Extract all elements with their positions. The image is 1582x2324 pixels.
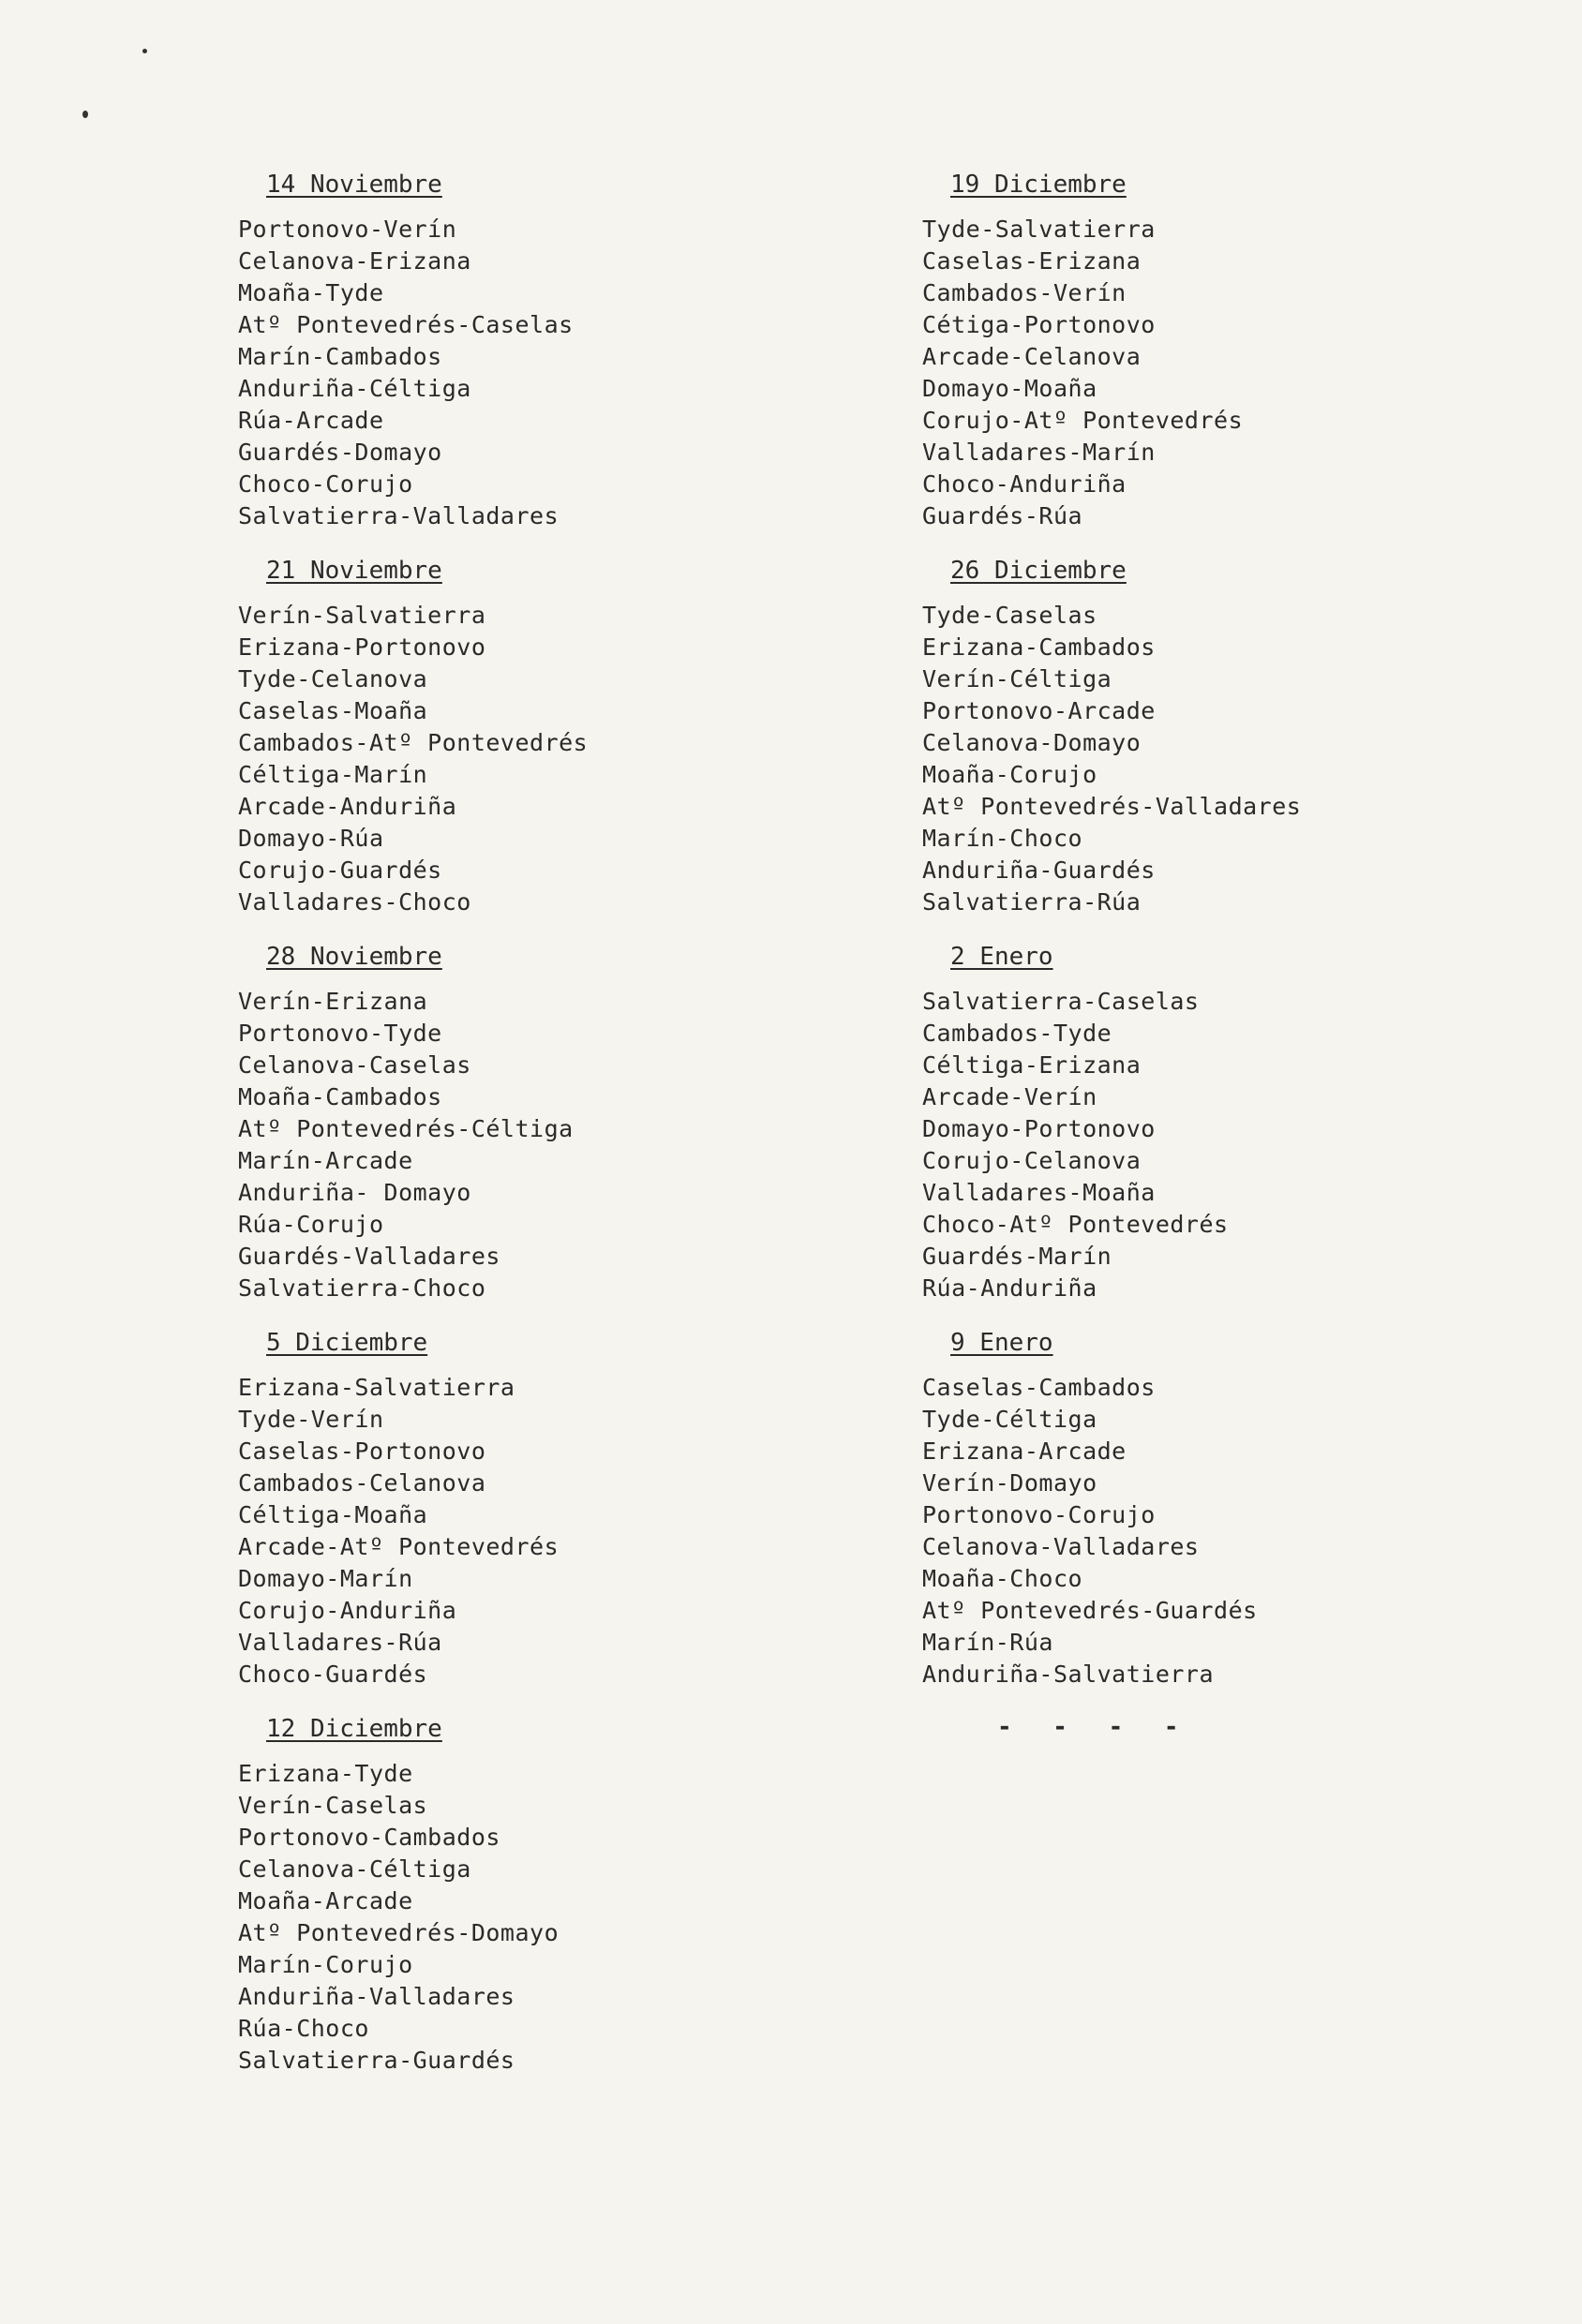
- fixture-line: Erizana-Portonovo: [238, 633, 486, 661]
- matchday-date: 12 Diciembre: [266, 1715, 442, 1743]
- fixture-line: Portonovo-Verín: [238, 216, 457, 243]
- matchday-block: [238, 169, 838, 532]
- end-of-list-mark: - - - -: [997, 1713, 1192, 1741]
- fixture-line: Anduriña- Domayo: [238, 1179, 471, 1206]
- fixture-line: Marín-Choco: [922, 825, 1083, 852]
- matchday-date: 21 Noviembre: [266, 557, 442, 585]
- fixture-line: Erizana-Arcade: [922, 1438, 1127, 1465]
- fixture-line: Marín-Rúa: [922, 1629, 1053, 1656]
- fixture-line: Salvatierra-Caselas: [922, 988, 1200, 1015]
- fixture-line: Guardés-Marín: [922, 1243, 1112, 1270]
- fixture-line: Caselas-Moaña: [238, 697, 428, 724]
- matchday-date: 2 Enero: [950, 943, 1053, 971]
- fixture-line: Celanova-Caselas: [238, 1051, 471, 1079]
- fixture-line: Erizana-Cambados: [922, 633, 1156, 661]
- fixture-line: Verín-Céltiga: [922, 665, 1112, 693]
- fixture-line: Valladares-Choco: [238, 888, 471, 916]
- fixture-line: Marín-Corujo: [238, 1951, 413, 1978]
- fixture-line: Verín-Caselas: [238, 1792, 428, 1819]
- fixture-line: Caselas-Portonovo: [238, 1438, 486, 1465]
- fixture-line: Rúa-Anduriña: [922, 1274, 1097, 1302]
- fixture-line: Guardés-Rúa: [922, 502, 1083, 529]
- fixture-line: Anduriña-Valladares: [238, 1983, 515, 2010]
- matchday-date: 14 Noviembre: [266, 171, 442, 199]
- matchday-block: [238, 1327, 838, 1691]
- matchday-date: 19 Diciembre: [950, 171, 1127, 199]
- right-column: [922, 169, 1522, 1741]
- fixture-line: Cambados-Verín: [922, 279, 1127, 306]
- fixture-line: Valladares-Moaña: [922, 1179, 1156, 1206]
- fixture-line: Portonovo-Tyde: [238, 1020, 442, 1047]
- fixture-line: Atº Pontevedrés-Caselas: [238, 311, 574, 338]
- fixture-line: Céltiga-Marín: [238, 761, 428, 788]
- fixture-line: Verín-Salvatierra: [238, 602, 486, 629]
- fixture-line: Anduriña-Salvatierra: [922, 1661, 1215, 1688]
- fixture-line: Verín-Domayo: [922, 1469, 1097, 1497]
- matchday-block: [922, 555, 1522, 918]
- fixture-line: Portonovo-Arcade: [922, 697, 1156, 724]
- fixture-line: Guardés-Domayo: [238, 439, 442, 466]
- fixture-line: Tyde-Salvatierra: [922, 216, 1156, 243]
- fixture-line: Guardés-Valladares: [238, 1243, 500, 1270]
- fixture-line: Arcade-Atº Pontevedrés: [238, 1533, 560, 1560]
- fixture-line: Marín-Arcade: [238, 1147, 413, 1174]
- matchday-block: [238, 941, 838, 1304]
- fixture-line: Celanova-Céltiga: [238, 1855, 471, 1883]
- fixture-line: Rúa-Corujo: [238, 1211, 384, 1238]
- fixture-line: Celanova-Valladares: [922, 1533, 1200, 1560]
- fixture-line: Salvatierra-Guardés: [238, 2047, 515, 2074]
- fixture-line: Céltiga-Moaña: [238, 1501, 428, 1528]
- paper-speck: [142, 49, 147, 53]
- fixture-line: Celanova-Erizana: [238, 247, 471, 275]
- left-column: [238, 169, 838, 2099]
- fixture-line: Cambados-Atº Pontevedrés: [238, 729, 589, 756]
- matchday-date: 5 Diciembre: [266, 1329, 428, 1357]
- fixture-line: Salvatierra-Choco: [238, 1274, 486, 1302]
- fixture-line: Atº Pontevedrés-Guardés: [922, 1597, 1258, 1624]
- fixture-line: Moaña-Choco: [922, 1565, 1083, 1592]
- fixture-line: Tyde-Celanova: [238, 665, 428, 693]
- fixture-line: Cétiga-Portonovo: [922, 311, 1156, 338]
- fixture-line: Arcade-Celanova: [922, 343, 1142, 370]
- fixture-line: Rúa-Choco: [238, 2015, 369, 2042]
- fixture-line: Atº Pontevedrés-Valladares: [922, 793, 1302, 820]
- fixture-line: Domayo-Portonovo: [922, 1115, 1156, 1142]
- fixture-line: Erizana-Salvatierra: [238, 1374, 515, 1401]
- fixture-line: Valladares-Rúa: [238, 1629, 442, 1656]
- fixture-line: Rúa-Arcade: [238, 407, 384, 434]
- matchday-block: [922, 1327, 1522, 1691]
- fixture-line: Choco-Corujo: [238, 470, 413, 498]
- fixture-line: Atº Pontevedrés-Domayo: [238, 1919, 560, 1946]
- fixture-line: Valladares-Marín: [922, 439, 1156, 466]
- fixture-line: Corujo-Celanova: [922, 1147, 1142, 1174]
- fixture-line: Choco-Anduriña: [922, 470, 1127, 498]
- fixture-line: Cambados-Tyde: [922, 1020, 1112, 1047]
- fixture-line: Anduriña-Guardés: [922, 857, 1156, 884]
- fixture-line: Corujo-Guardés: [238, 857, 442, 884]
- fixture-line: Choco-Atº Pontevedrés: [922, 1211, 1229, 1238]
- fixture-line: Domayo-Rúa: [238, 825, 384, 852]
- fixture-line: Arcade-Verín: [922, 1083, 1097, 1110]
- fixture-line: Céltiga-Erizana: [922, 1051, 1142, 1079]
- fixture-line: Salvatierra-Rúa: [922, 888, 1142, 916]
- matchday-block: [238, 555, 838, 918]
- fixture-line: Cambados-Celanova: [238, 1469, 486, 1497]
- fixture-line: Choco-Guardés: [238, 1661, 428, 1688]
- fixture-line: Anduriña-Céltiga: [238, 375, 471, 402]
- fixture-line: Verín-Erizana: [238, 988, 428, 1015]
- fixture-line: Domayo-Marín: [238, 1565, 413, 1592]
- fixture-line: Moaña-Corujo: [922, 761, 1097, 788]
- fixture-line: Salvatierra-Valladares: [238, 502, 560, 529]
- matchday-block: [922, 169, 1522, 532]
- fixture-line: Moaña-Tyde: [238, 279, 384, 306]
- fixture-line: Celanova-Domayo: [922, 729, 1142, 756]
- fixture-line: Tyde-Céltiga: [922, 1406, 1097, 1433]
- matchday-date: 9 Enero: [950, 1329, 1053, 1357]
- fixture-line: Caselas-Erizana: [922, 247, 1142, 275]
- paper-speck: [82, 111, 88, 118]
- fixture-line: Portonovo-Cambados: [238, 1824, 500, 1851]
- fixture-line: Portonovo-Corujo: [922, 1501, 1156, 1528]
- fixture-line: Caselas-Cambados: [922, 1374, 1156, 1401]
- fixture-line: Domayo-Moaña: [922, 375, 1097, 402]
- fixture-line: Atº Pontevedrés-Céltiga: [238, 1115, 574, 1142]
- fixture-line: Corujo-Atº Pontevedrés: [922, 407, 1244, 434]
- matchday-date: 26 Diciembre: [950, 557, 1127, 585]
- fixture-line: Arcade-Anduriña: [238, 793, 457, 820]
- matchday-block: [922, 941, 1522, 1304]
- fixture-line: Moaña-Cambados: [238, 1083, 442, 1110]
- fixture-line: Erizana-Tyde: [238, 1760, 413, 1787]
- fixture-line: Tyde-Verín: [238, 1406, 384, 1433]
- fixture-line: Corujo-Anduriña: [238, 1597, 457, 1624]
- matchday-block: [238, 1713, 838, 2077]
- matchday-date: 28 Noviembre: [266, 943, 442, 971]
- fixture-line: Moaña-Arcade: [238, 1887, 413, 1914]
- fixture-line: Tyde-Caselas: [922, 602, 1097, 629]
- fixture-line: Marín-Cambados: [238, 343, 442, 370]
